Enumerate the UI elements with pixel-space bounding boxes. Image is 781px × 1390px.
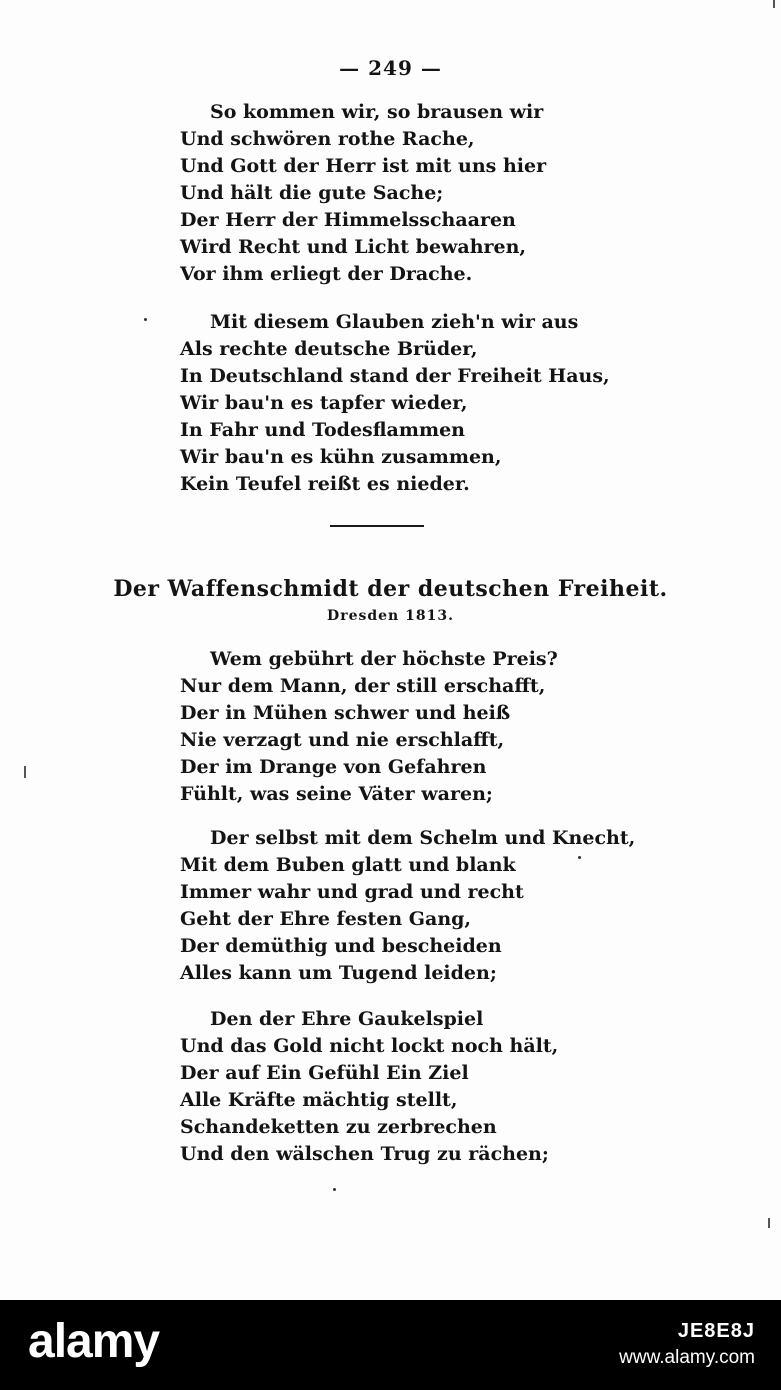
verse-line: Immer wahr und grad und recht [180, 881, 524, 903]
verse-line: Der im Drange von Gefahren [180, 756, 487, 778]
verse-line: Und Gott der Herr ist mit uns hier [180, 155, 547, 177]
verse-line: Wem gebührt der höchste Preis? [210, 648, 558, 670]
scan-edge-mark [768, 1218, 770, 1228]
verse-line: Alles kann um Tugend leiden; [180, 962, 497, 984]
verse-line: Mit dem Buben glatt und blank [180, 854, 516, 876]
site-url: www.alamy.com [619, 1347, 755, 1368]
verse-line: Mit diesem Glauben zieh'n wir aus [210, 311, 579, 333]
scan-speck [144, 318, 147, 321]
verse-line: Wir bau'n es tapfer wieder, [180, 392, 468, 414]
verse-line: Wird Recht und Licht bewahren, [180, 236, 527, 258]
scan-speck [333, 1188, 336, 1191]
verse-line: Geht der Ehre festen Gang, [180, 908, 472, 930]
alamy-logo: alamy [28, 1315, 160, 1368]
verse-line: Und hält die gute Sache; [180, 182, 444, 204]
verse-line: Und den wälschen Trug zu rächen; [180, 1143, 549, 1165]
verse-line: Der selbst mit dem Schelm und Knecht, [210, 827, 636, 849]
verse-line: In Fahr und Todesflammen [180, 419, 465, 441]
poem-subtitle: Dresden 1813. [327, 608, 454, 624]
verse-line: Der auf Ein Gefühl Ein Ziel [180, 1062, 469, 1084]
verse-line: Der demüthig und bescheiden [180, 935, 502, 957]
verse-line: Vor ihm erliegt der Drache. [180, 263, 473, 285]
watermark-meta [619, 1320, 755, 1369]
verse-line: Fühlt, was seine Väter waren; [180, 783, 493, 805]
scan-edge-mark [24, 766, 26, 778]
section-divider [330, 525, 424, 527]
verse-line: Und schwören rothe Rache, [180, 128, 475, 150]
verse-line: Alle Kräfte mächtig stellt, [180, 1089, 458, 1111]
scan-speck [578, 856, 581, 859]
verse-line: Wir bau'n es kühn zusammen, [180, 446, 502, 468]
verse-line: Den der Ehre Gaukelspiel [210, 1008, 484, 1030]
verse-line: So kommen wir, so brausen wir [210, 101, 544, 123]
poem-title: Der Waffenschmidt der deutschen Freiheit. [113, 576, 668, 602]
image-id: JE8E8J [677, 1320, 755, 1342]
verse-line: Als rechte deutsche Brüder, [180, 338, 478, 360]
verse-line: Der Herr der Himmelsschaaren [180, 209, 516, 231]
verse-line: Schandeketten zu zerbrechen [180, 1116, 497, 1138]
verse-line: Der in Mühen schwer und heiß [180, 702, 511, 724]
verse-line: Nie verzagt und nie erschlafft, [180, 729, 505, 751]
page-number: — 249 — [339, 56, 442, 80]
scan-edge-mark [773, 0, 775, 8]
verse-line: Nur dem Mann, der still erschafft, [180, 675, 546, 697]
verse-line: Und das Gold nicht lockt noch hält, [180, 1035, 559, 1057]
verse-line: Kein Teufel reißt es nieder. [180, 473, 470, 495]
watermark-banner [0, 1300, 781, 1390]
verse-line: In Deutschland stand der Freiheit Haus, [180, 365, 610, 387]
